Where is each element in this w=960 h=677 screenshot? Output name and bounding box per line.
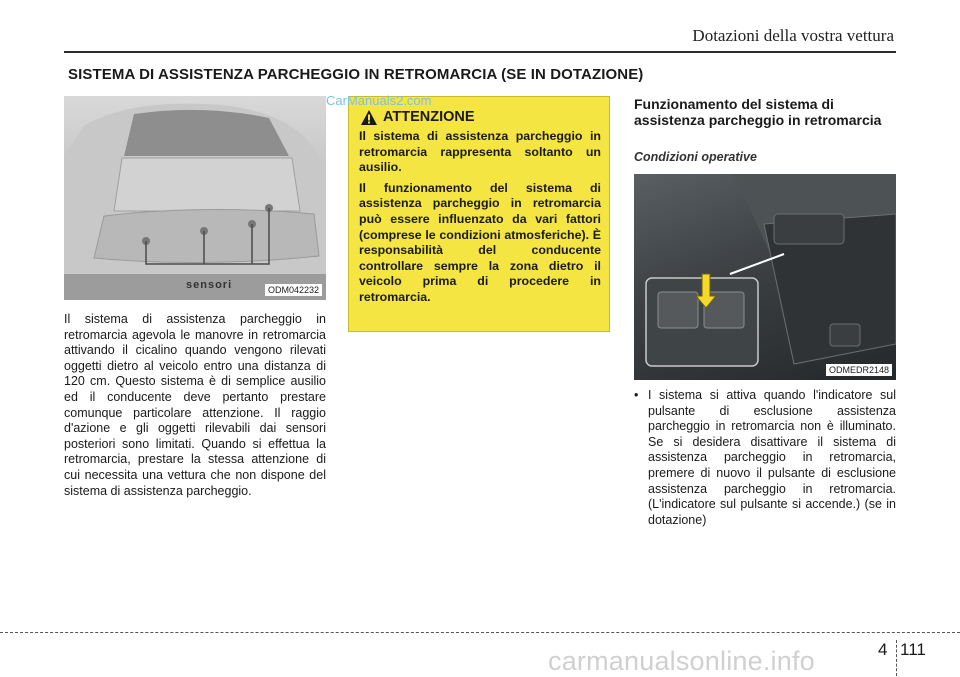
rear-sensors-figure [64,96,326,300]
car-rear-illustration [64,96,326,300]
figure-code: ODM042232 [265,284,322,296]
console-button-figure [634,174,896,380]
footer-separator [896,640,898,676]
warning-header [361,109,475,125]
warning-body [359,129,601,311]
bullet-item [634,388,896,528]
footer-rule [0,632,960,633]
subsection-subheading: Condizioni operative [634,150,757,164]
section-title: SISTEMA DI ASSISTENZA PARCHEGGIO IN RETROMARCIA (SE IN DOTAZIONE) [68,66,644,83]
sensors-label: sensori [186,279,233,291]
running-header: Dotazioni della vostra vettura [692,26,894,45]
header-rule [64,51,896,53]
bullet-marker: • [634,388,639,402]
chapter-number: 4 [878,640,888,659]
site-watermark: carmanualsonline.info [548,646,815,676]
watermark-link[interactable]: CarManuals2.com [326,93,432,108]
warning-triangle-icon [361,110,377,125]
intro-paragraph: Il sistema di assistenza parcheggio in retromarcia agevola le manovre in retromarcia attivando il cicalino quando vengono rilevati oggetti dietro al veicolo entro una distanza di 120 cm. Questo sistema è di semplice ausilio ed il conducente deve pertanto prestare comunque particolare attenzione. Il raggio d'azione e gli oggetti rilevabili dai sensori posteriori sono limitati. Quando si effettua la retromarcia, prestare la stessa attenzione di cui necessita una vettura che non dispone del sistema di assistenza parcheggio. [64,312,326,498]
figure-code: ODMEDR2148 [826,364,892,376]
console-illustration [634,174,896,380]
subsection-heading: Funzionamento del sistema di assistenza parcheggio in retromarcia [634,96,882,128]
warning-title: ATTENZIONE [383,109,475,125]
page-number: 111 [900,640,926,659]
warning-paragraph: Il funzionamento del sistema di assistenza parcheggio in retromarcia può essere influenzato da vari fattori (comprese le condizioni atmosferiche). È responsabilità del conducente controllare sempre la zona dietro il veicolo prima di procedere in retromarcia. [359,180,601,304]
warning-box [348,96,610,332]
warning-paragraph: Il sistema di assistenza parcheggio in retromarcia rappresenta soltanto un ausilio. [359,129,601,175]
bullet-text: I sistema si attiva quando l'indicatore sul pulsante di esclusione assistenza parcheggio in retromarcia non è illuminato. Se si desidera disattivare il sistema di assistenza parcheggio in retromarcia, premere di nuovo il pulsante di esclusione assistenza parcheggio in retromarcia. (L'indicatore sul pulsante si accende.) (se in dotazione) [648,388,896,527]
